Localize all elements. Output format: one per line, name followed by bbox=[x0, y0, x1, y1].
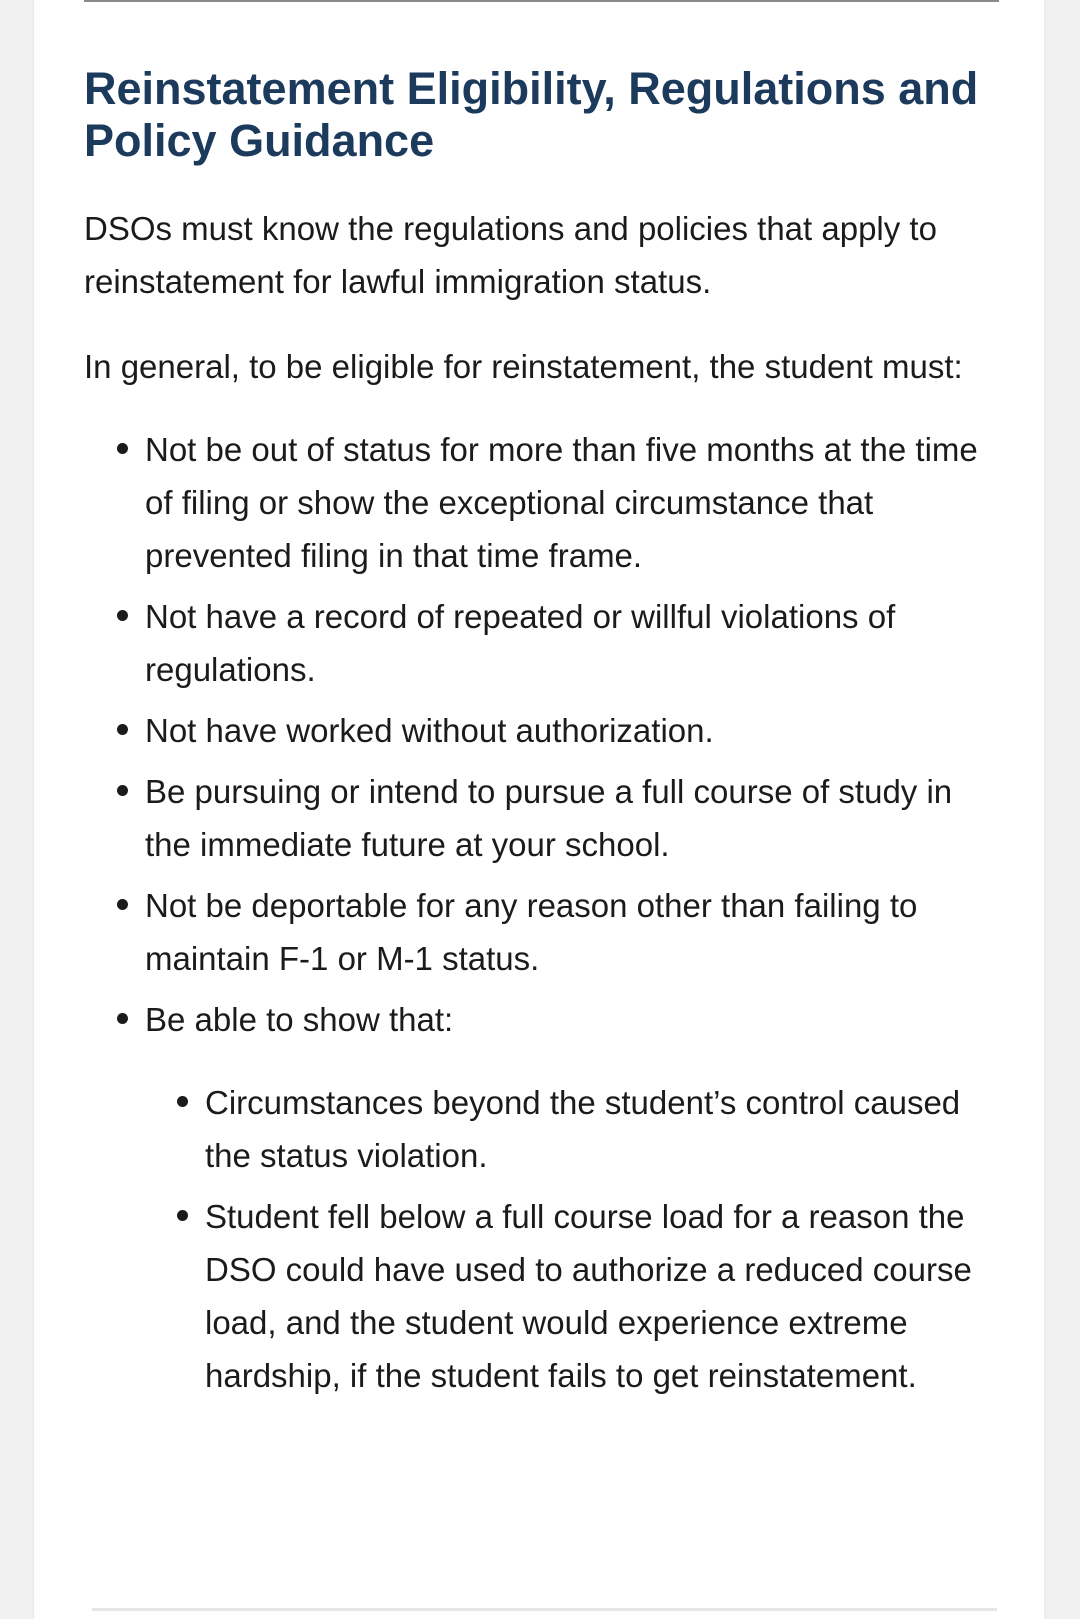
list-item bbox=[145, 765, 984, 871]
list-item-text: Be able to show that: bbox=[145, 1001, 454, 1038]
list-item bbox=[145, 704, 984, 757]
list-item bbox=[145, 993, 984, 1402]
eligibility-lead-paragraph: In general, to be eligible for reinstatement, the student must: bbox=[84, 348, 963, 385]
list-item bbox=[145, 590, 984, 696]
bullet-icon bbox=[117, 724, 128, 735]
bullet-icon bbox=[177, 1096, 188, 1107]
bullet-icon bbox=[117, 785, 128, 796]
content-card bbox=[34, 0, 1044, 1619]
list-item-text: Be pursuing or intend to pursue a full course of study in the immediate future at your school. bbox=[145, 773, 953, 863]
list-item-text: Not be deportable for any reason other than failing to maintain F-1 or M-1 status. bbox=[145, 887, 918, 977]
eligibility-requirements-list bbox=[145, 423, 984, 1402]
sublist-item-text: Student fell below a full course load for a reason the DSO could have used to authorize a reduced course load, and the student would experience extreme hardship, if the student fails to get reinstatement. bbox=[205, 1198, 972, 1394]
bullet-icon bbox=[117, 899, 128, 910]
intro-paragraph: DSOs must know the regulations and policies that apply to reinstatement for lawful immigration status. bbox=[84, 210, 937, 300]
list-item-text: Not have a record of repeated or willful violations of regulations. bbox=[145, 598, 896, 688]
bullet-icon bbox=[177, 1210, 188, 1221]
list-item bbox=[145, 423, 984, 582]
list-item bbox=[145, 879, 984, 985]
bottom-divider bbox=[92, 1608, 997, 1611]
bullet-icon bbox=[117, 1013, 128, 1024]
show-that-sublist bbox=[205, 1076, 984, 1402]
sublist-item bbox=[205, 1076, 984, 1182]
article-section bbox=[84, 63, 984, 1410]
list-item-text: Not have worked without authorization. bbox=[145, 712, 714, 749]
bullet-icon bbox=[117, 443, 128, 454]
sublist-item bbox=[205, 1190, 984, 1402]
sublist-item-text: Circumstances beyond the student’s control caused the status violation. bbox=[205, 1084, 961, 1174]
bullet-icon bbox=[117, 610, 128, 621]
top-divider bbox=[84, 0, 999, 2]
list-item-text: Not be out of status for more than five months at the time of filing or show the exceptional circumstance that prevented filing in that time frame. bbox=[145, 431, 978, 574]
section-title: Reinstatement Eligibility, Regulations and Policy Guidance bbox=[84, 63, 979, 166]
